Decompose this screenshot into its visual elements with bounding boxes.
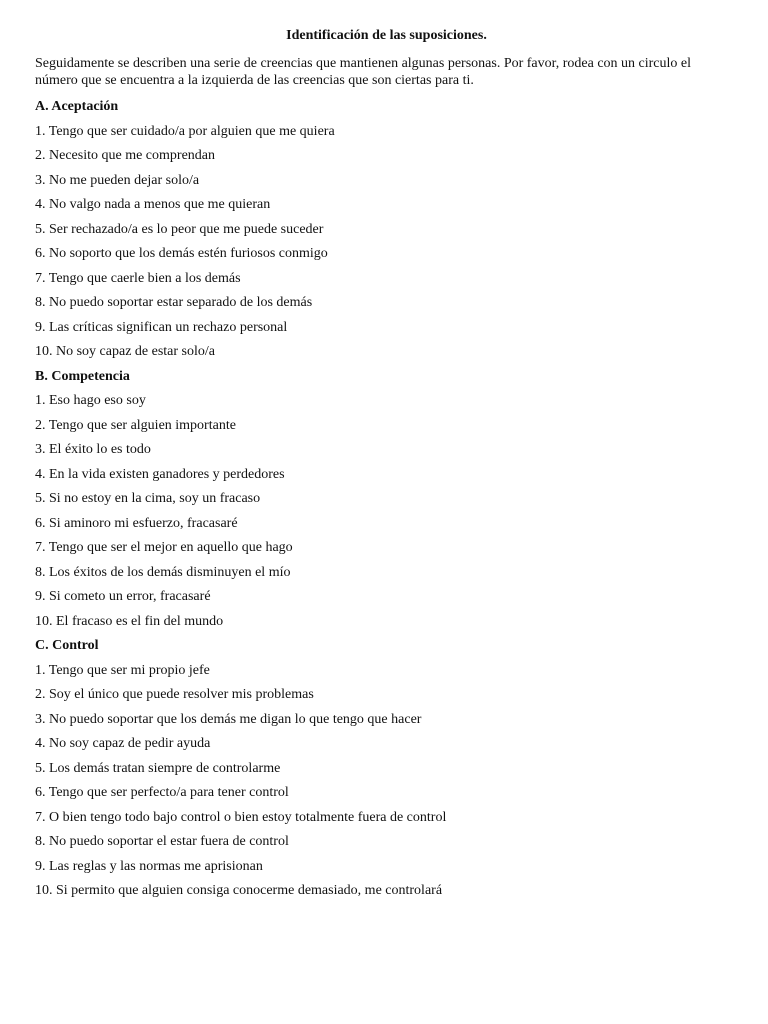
list-item: 2. Necesito que me comprendan bbox=[35, 148, 215, 163]
document-title: Identificación de las suposiciones. bbox=[286, 28, 487, 43]
list-item: 6. Si aminoro mi esfuerzo, fracasaré bbox=[35, 515, 238, 531]
section-competencia bbox=[35, 368, 738, 638]
list-item: 4. No soy capaz de pedir ayuda bbox=[35, 736, 211, 751]
list-item: 5. Ser rechazado/a es lo peor que me puede suceder bbox=[35, 221, 324, 237]
list-item: 1. Tengo que ser mi propio jefe bbox=[35, 662, 210, 678]
list-item: 8. No puedo soportar estar separado de los demás bbox=[35, 295, 313, 310]
list-item: 6. No soporto que los demás estén furiosos conmigo bbox=[35, 246, 328, 261]
list-item: 6. Tengo que ser perfecto/a para tener control bbox=[35, 785, 289, 800]
list-item: 9. Las reglas y las normas me aprisionan bbox=[35, 858, 263, 874]
list-item: 2. Soy el único que puede resolver mis problemas bbox=[35, 687, 314, 702]
list-item: 10. Si permito que alguien consiga conocerme demasiado, me controlará bbox=[35, 883, 443, 898]
section-heading: B. Competencia bbox=[35, 368, 130, 384]
list-item: 4. No valgo nada a menos que me quieran bbox=[35, 197, 271, 212]
list-item: 3. El éxito lo es todo bbox=[35, 442, 151, 457]
list-item: 3. No me pueden dejar solo/a bbox=[35, 172, 200, 188]
list-item: 5. Los demás tratan siempre de controlarme bbox=[35, 760, 281, 776]
list-item: 7. Tengo que caerle bien a los demás bbox=[35, 270, 241, 286]
list-item: 1. Eso hago eso soy bbox=[35, 393, 146, 408]
list-item: 4. En la vida existen ganadores y perdedores bbox=[35, 466, 285, 482]
list-item: 2. Tengo que ser alguien importante bbox=[35, 417, 236, 433]
list-item: 8. No puedo soportar el estar fuera de control bbox=[35, 834, 289, 849]
list-item: 9. Las críticas significan un rechazo personal bbox=[35, 319, 288, 335]
list-item: 7. Tengo que ser el mejor en aquello que hago bbox=[35, 540, 293, 555]
section-heading: C. Control bbox=[35, 638, 99, 653]
section-control bbox=[35, 637, 738, 907]
list-item: 5. Si no estoy en la cima, soy un fracaso bbox=[35, 491, 261, 506]
list-item: 7. O bien tengo todo bajo control o bien estoy totalmente fuera de control bbox=[35, 809, 447, 825]
section-aceptacion bbox=[35, 98, 738, 368]
list-item: 3. No puedo soportar que los demás me digan lo que tengo que hacer bbox=[35, 711, 422, 727]
intro-paragraph: Seguidamente se describen una serie de creencias que mantienen algunas personas. Por favor, rodea con un circulo el número que se encuentra a la izquierda de las creencias que son ciertas para ti. bbox=[35, 56, 692, 88]
list-item: 10. No soy capaz de estar solo/a bbox=[35, 344, 215, 359]
list-item: 9. Si cometo un error, fracasaré bbox=[35, 589, 211, 604]
list-item: 8. Los éxitos de los demás disminuyen el mío bbox=[35, 564, 291, 580]
list-item: 1. Tengo que ser cuidado/a por alguien que me quiera bbox=[35, 123, 335, 139]
section-heading: A. Aceptación bbox=[35, 99, 119, 114]
list-item: 10. El fracaso es el fin del mundo bbox=[35, 613, 224, 629]
